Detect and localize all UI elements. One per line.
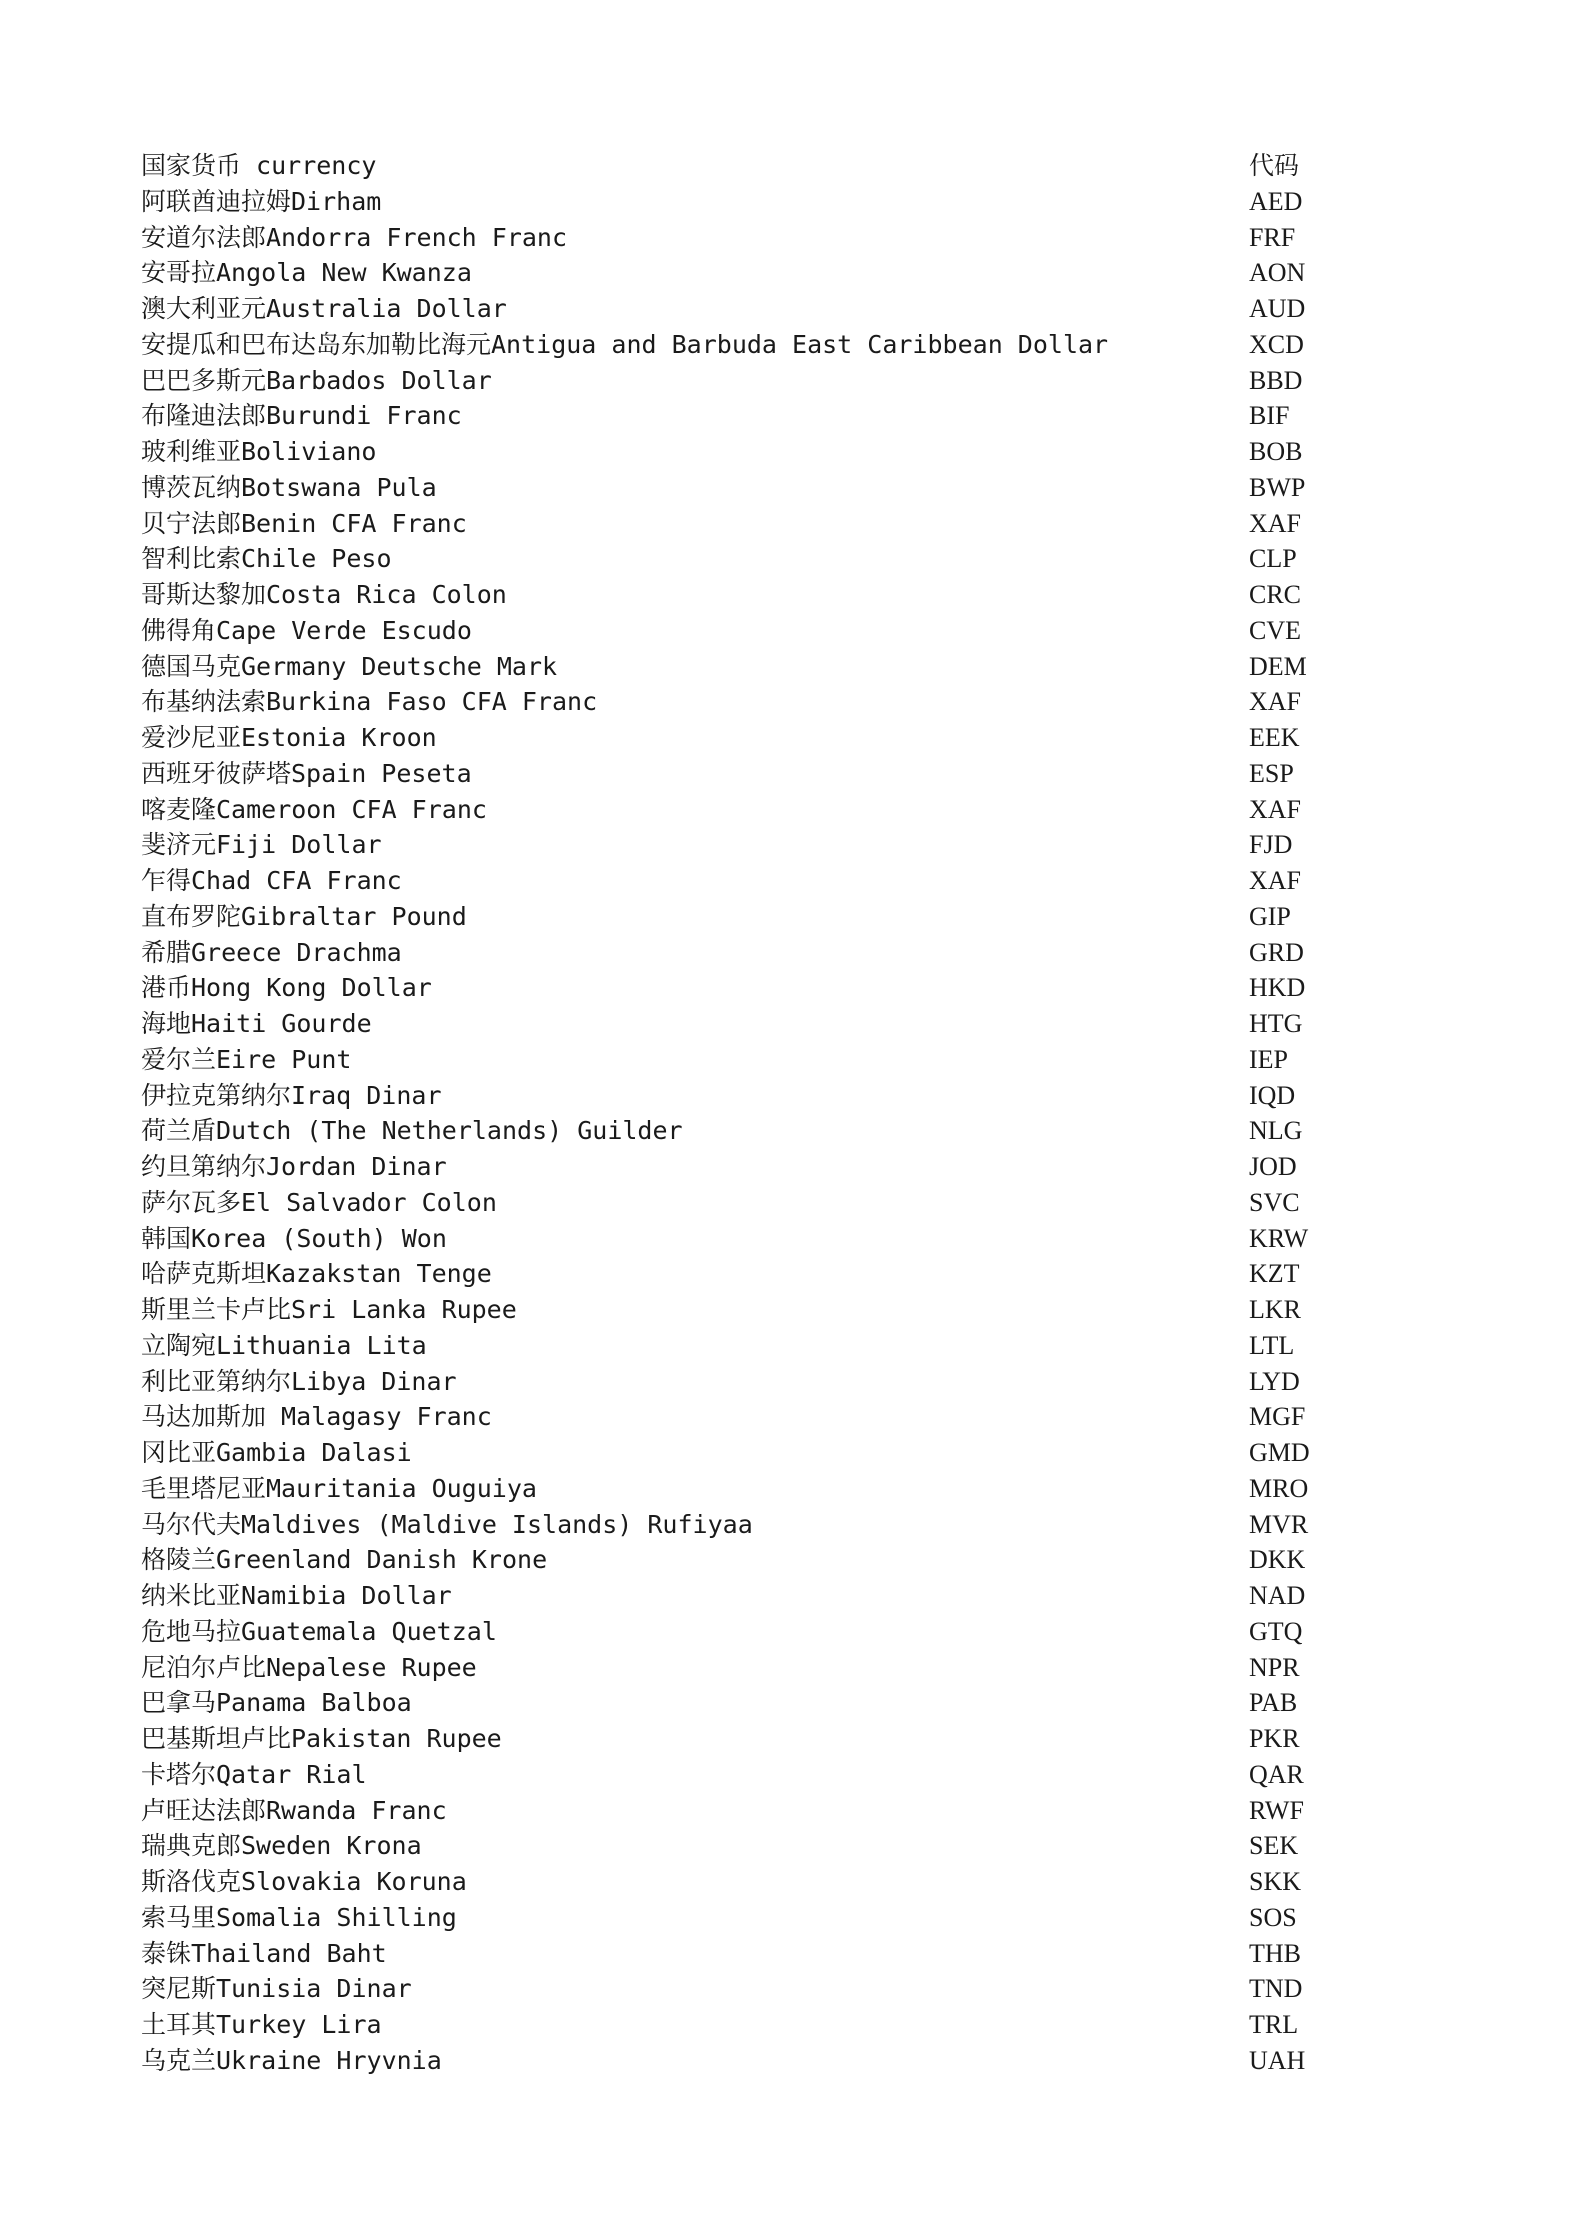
currency-code-cell: LTL	[1249, 1330, 1295, 1360]
table-row	[141, 684, 1321, 720]
currency-name-cell: 荷兰盾Dutch (The Netherlands) Guilder	[141, 1116, 683, 1146]
currency-code-cell: GIP	[1249, 901, 1291, 931]
currency-name-cell: 瑞典克郎Sweden Krona	[141, 1831, 422, 1861]
currency-name-cell: 希腊Greece Drachma	[141, 937, 402, 967]
table-row	[141, 1435, 1321, 1471]
currency-code-cell: FRF	[1249, 222, 1296, 252]
currency-name-cell: 港币Hong Kong Dollar	[141, 973, 432, 1003]
currency-name-cell: 喀麦隆Cameroon CFA Franc	[141, 794, 487, 824]
currency-name-cell: 纳米比亚Namibia Dollar	[141, 1581, 452, 1610]
currency-name-cell: 巴基斯坦卢比Pakistan Rupee	[141, 1724, 502, 1753]
table-row	[141, 220, 1321, 256]
currency-code-cell: SVC	[1249, 1187, 1300, 1217]
currency-name-cell: 伊拉克第纳尔Iraq Dinar	[141, 1080, 442, 1110]
table-row	[141, 541, 1321, 577]
table-row	[141, 863, 1321, 899]
currency-name-cell: 佛得角Cape Verde Escudo	[141, 615, 472, 645]
currency-name-cell: 布基纳法索Burkina Faso CFA Franc	[141, 687, 598, 717]
currency-name-cell: 玻利维亚Boliviano	[141, 437, 377, 466]
currency-name-cell: 土耳其Turkey Lira	[141, 2010, 382, 2039]
table-row	[141, 255, 1321, 291]
currency-code-cell: MGF	[1249, 1402, 1306, 1432]
table-row	[141, 827, 1321, 863]
table-row	[141, 1650, 1321, 1686]
currency-name-cell: 卢旺达法郎Rwanda Franc	[141, 1795, 447, 1825]
table-row	[141, 1328, 1321, 1364]
table-row	[141, 1685, 1321, 1721]
currency-code-cell: MRO	[1249, 1473, 1309, 1503]
table-row	[141, 1971, 1321, 2007]
table-row	[141, 649, 1321, 685]
currency-name-cell: 阿联酋迪拉姆Dirham	[141, 186, 382, 216]
table-row	[141, 327, 1321, 363]
currency-name-cell: 爱尔兰Eire Punt	[141, 1044, 352, 1074]
table-row	[141, 1614, 1321, 1650]
currency-name-cell: 澳大利亚元Australia Dollar	[141, 294, 507, 323]
currency-name-cell: 海地Haiti Gourde	[141, 1009, 372, 1038]
table-row	[141, 2007, 1321, 2043]
currency-name-cell: 智利比索Chile Peso	[141, 544, 392, 574]
table-row	[141, 1757, 1321, 1793]
currency-code-cell: LYD	[1249, 1366, 1300, 1396]
currency-code-cell: NAD	[1249, 1581, 1306, 1610]
currency-code-cell: XAF	[1249, 687, 1302, 717]
currency-name-cell: 毛里塔尼亚Mauritania Ouguiya	[141, 1473, 537, 1503]
currency-name-cell: 乍得Chad CFA Franc	[141, 866, 402, 895]
currency-name-cell: 萨尔瓦多El Salvador Colon	[141, 1187, 497, 1217]
currency-name-cell: 斯洛伐克Slovakia Koruna	[141, 1867, 467, 1896]
currency-name-cell: 突尼斯Tunisia Dinar	[141, 1974, 412, 2004]
currency-name-cell: 泰铢Thailand Baht	[141, 1938, 387, 1968]
currency-code-cell: ESP	[1249, 758, 1294, 788]
table-row	[141, 1221, 1321, 1257]
currency-code-cell: BIF	[1249, 401, 1290, 431]
currency-code-cell: XCD	[1249, 329, 1304, 359]
currency-name-cell: 安提瓜和巴布达岛东加勒比海元Antigua and Barbuda East Caribbean Dollar	[141, 329, 1109, 359]
currency-name-cell: 斐济元Fiji Dollar	[141, 830, 382, 860]
currency-code-cell: GTQ	[1249, 1616, 1303, 1646]
table-row	[141, 363, 1321, 399]
currency-code-cell: DEM	[1249, 651, 1307, 681]
currency-name-cell: 安道尔法郎Andorra French Franc	[141, 222, 568, 252]
table-row	[141, 1864, 1321, 1900]
table-row	[141, 935, 1321, 971]
currency-name-cell: 巴巴多斯元Barbados Dollar	[141, 365, 492, 395]
table-row	[141, 1006, 1321, 1042]
currency-name-cell: 西班牙彼萨塔Spain Peseta	[141, 758, 472, 788]
currency-code-cell: AED	[1249, 186, 1303, 216]
currency-code-cell: SOS	[1249, 1902, 1297, 1932]
table-row	[141, 1185, 1321, 1221]
currency-code-cell: AUD	[1249, 294, 1306, 323]
currency-code-cell: THB	[1249, 1938, 1301, 1968]
currency-code-cell: KZT	[1249, 1259, 1300, 1289]
table-row	[141, 899, 1321, 935]
currency-name-cell: 贝宁法郎Benin CFA Franc	[141, 508, 467, 538]
table-row	[141, 184, 1321, 220]
currency-code-cell: PAB	[1249, 1688, 1298, 1718]
currency-code-cell: XAF	[1249, 866, 1302, 895]
table-row	[141, 1900, 1321, 1936]
currency-name-cell: 德国马克Germany Deutsche Mark	[141, 651, 558, 681]
table-row	[141, 1149, 1321, 1185]
currency-code-cell: KRW	[1249, 1223, 1309, 1253]
currency-name-cell: 乌克兰Ukraine Hryvnia	[141, 2045, 442, 2075]
table-row	[141, 1113, 1321, 1149]
currency-code-cell: JOD	[1249, 1152, 1297, 1181]
table-row	[141, 1793, 1321, 1829]
currency-name-cell: 尼泊尔卢比Nepalese Rupee	[141, 1652, 477, 1682]
currency-name-cell: 博茨瓦纳Botswana Pula	[141, 472, 437, 502]
currency-code-cell: NLG	[1249, 1116, 1303, 1146]
currency-name-cell: 斯里兰卡卢比Sri Lanka Rupee	[141, 1295, 517, 1324]
table-row	[141, 613, 1321, 649]
table-row	[141, 1399, 1321, 1435]
currency-name-cell: 马尔代夫Maldives (Maldive Islands) Rufiyaa	[141, 1509, 753, 1539]
currency-name-cell: 直布罗陀Gibraltar Pound	[141, 901, 467, 931]
currency-table	[141, 148, 1321, 2079]
currency-code-cell: LKR	[1249, 1295, 1301, 1324]
currency-code-cell: MVR	[1249, 1509, 1309, 1539]
table-row	[141, 1721, 1321, 1757]
table-row	[141, 1936, 1321, 1972]
currency-code-cell: HKD	[1249, 973, 1306, 1003]
table-row	[141, 434, 1321, 470]
table-header-row	[141, 148, 1321, 184]
table-row	[141, 506, 1321, 542]
currency-code-cell: FJD	[1249, 830, 1293, 860]
currency-code-cell: BBD	[1249, 365, 1303, 395]
currency-code-cell: BOB	[1249, 437, 1303, 466]
currency-name-cell: 韩国Korea (South) Won	[141, 1223, 447, 1253]
currency-name-cell: 索马里Somalia Shilling	[141, 1902, 457, 1932]
table-row	[141, 1256, 1321, 1292]
currency-code-cell: CVE	[1249, 615, 1301, 645]
table-row	[141, 1292, 1321, 1328]
currency-code-cell: SKK	[1249, 1867, 1302, 1896]
table-row	[141, 1578, 1321, 1614]
currency-name-cell: 爱沙尼亚Estonia Kroon	[141, 723, 437, 752]
currency-name-cell: 约旦第纳尔Jordan Dinar	[141, 1152, 447, 1181]
currency-name-cell: 安哥拉Angola New Kwanza	[141, 258, 472, 288]
currency-code-cell: UAH	[1249, 2045, 1306, 2075]
currency-name-cell: 哥斯达黎加Costa Rica Colon	[141, 580, 507, 609]
table-row	[141, 1542, 1321, 1578]
currency-code-cell: HTG	[1249, 1009, 1303, 1038]
table-row	[141, 1078, 1321, 1114]
currency-code-cell: XAF	[1249, 508, 1302, 538]
currency-name-cell: 危地马拉Guatemala Quetzal	[141, 1616, 497, 1646]
table-row	[141, 398, 1321, 434]
table-row	[141, 756, 1321, 792]
currency-code-cell: TRL	[1249, 2010, 1299, 2039]
table-row	[141, 970, 1321, 1006]
table-row	[141, 470, 1321, 506]
currency-code-cell: GRD	[1249, 937, 1304, 967]
table-body	[141, 184, 1321, 2079]
currency-code-cell: PKR	[1249, 1724, 1300, 1753]
table-row	[141, 1828, 1321, 1864]
currency-name-cell: 卡塔尔Qatar Rial	[141, 1759, 367, 1789]
currency-code-cell: EEK	[1249, 723, 1300, 752]
table-row	[141, 1507, 1321, 1543]
column-header-code: 代码	[1249, 151, 1300, 180]
currency-code-cell: IQD	[1249, 1080, 1296, 1110]
currency-code-cell: QAR	[1249, 1759, 1304, 1789]
currency-code-cell: GMD	[1249, 1438, 1310, 1467]
currency-code-cell: IEP	[1249, 1044, 1288, 1074]
currency-code-cell: TND	[1249, 1974, 1303, 2004]
currency-name-cell: 巴拿马Panama Balboa	[141, 1688, 412, 1718]
currency-name-cell: 哈萨克斯坦Kazakstan Tenge	[141, 1259, 492, 1289]
table-row	[141, 1042, 1321, 1078]
column-header-currency: 国家货币 currency	[141, 151, 377, 180]
currency-name-cell: 冈比亚Gambia Dalasi	[141, 1438, 412, 1467]
currency-name-cell: 马达加斯加 Malagasy Franc	[141, 1402, 492, 1432]
currency-code-cell: NPR	[1249, 1652, 1300, 1682]
table-row	[141, 792, 1321, 828]
currency-code-cell: AON	[1249, 258, 1306, 288]
table-row	[141, 1471, 1321, 1507]
currency-code-cell: SEK	[1249, 1831, 1299, 1861]
currency-code-cell: BWP	[1249, 472, 1306, 502]
currency-name-cell: 利比亚第纳尔Libya Dinar	[141, 1366, 457, 1396]
currency-name-cell: 立陶宛Lithuania Lita	[141, 1330, 427, 1360]
currency-code-cell: CLP	[1249, 544, 1297, 574]
currency-code-cell: CRC	[1249, 580, 1302, 609]
table-row	[141, 577, 1321, 613]
table-row	[141, 2043, 1321, 2079]
table-row	[141, 720, 1321, 756]
currency-code-cell: XAF	[1249, 794, 1302, 824]
currency-code-cell: DKK	[1249, 1545, 1306, 1575]
currency-name-cell: 格陵兰Greenland Danish Krone	[141, 1545, 548, 1575]
table-row	[141, 291, 1321, 327]
currency-name-cell: 布隆迪法郎Burundi Franc	[141, 401, 462, 431]
currency-code-cell: RWF	[1249, 1795, 1304, 1825]
table-row	[141, 1364, 1321, 1400]
